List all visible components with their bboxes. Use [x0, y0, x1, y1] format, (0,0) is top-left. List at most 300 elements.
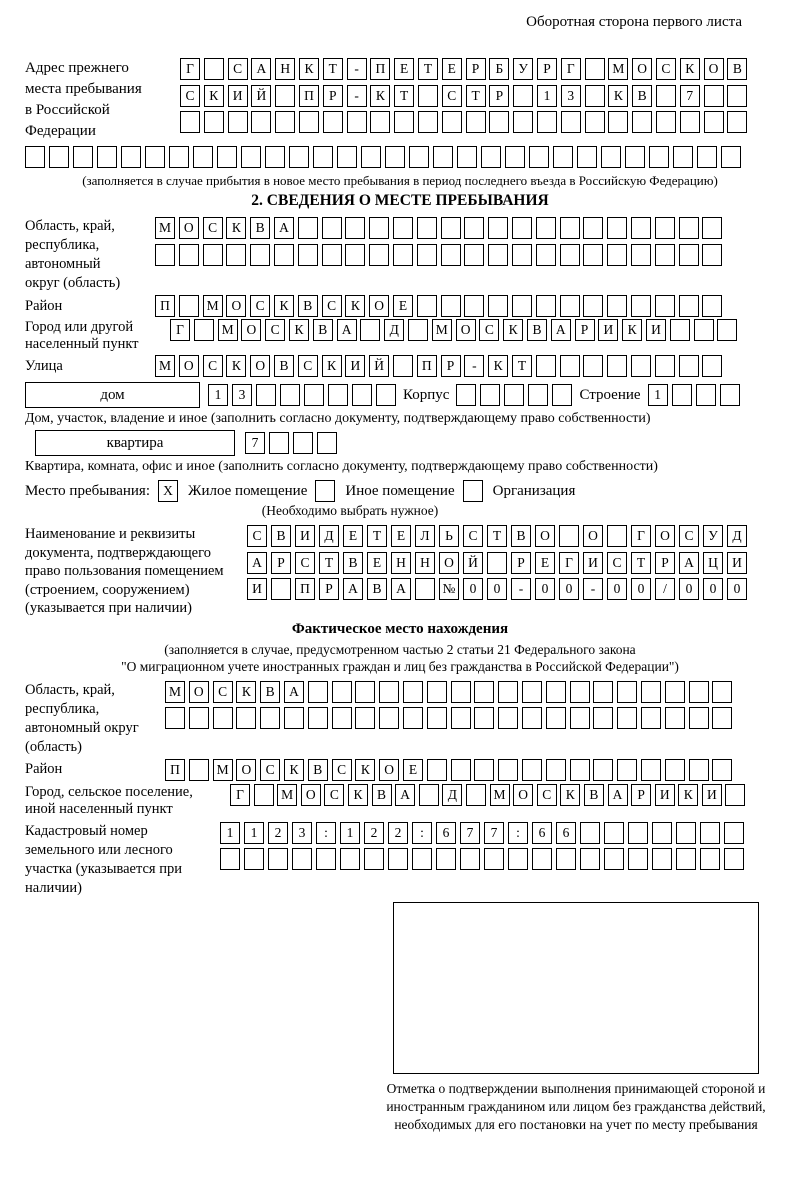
street-label: Улица — [25, 357, 63, 374]
region-row-2 — [155, 244, 722, 266]
char-cell: Г — [631, 525, 651, 547]
char-cell — [727, 111, 747, 133]
char-cell — [241, 146, 261, 168]
char-cell — [631, 355, 651, 377]
char-cell — [298, 244, 318, 266]
char-cell — [204, 111, 224, 133]
actual-region-row-2 — [165, 707, 732, 729]
street-row — [155, 355, 722, 377]
char-cell — [345, 217, 365, 239]
char-cell — [484, 848, 504, 870]
stay-type-note: (Необходимо выбрать нужное) — [261, 503, 439, 518]
document-row-3 — [247, 578, 747, 600]
char-cell — [228, 111, 248, 133]
house-caption: Дом, участок, владение и иное (заполнить согласно документу, подтверждающему право собственности) — [25, 411, 651, 426]
char-cell — [427, 707, 447, 729]
actual-district-label: Район — [25, 761, 63, 777]
char-cell — [700, 822, 720, 844]
char-cell: О — [513, 784, 533, 806]
char-cell: Н — [391, 552, 411, 574]
char-cell — [308, 681, 328, 703]
char-cell: 0 — [535, 578, 555, 600]
char-cell — [217, 146, 237, 168]
char-cell — [256, 384, 276, 406]
char-cell — [585, 85, 605, 107]
char-cell: И — [702, 784, 722, 806]
actual-region-cells — [165, 681, 732, 730]
actual-location-caption-2: "О миграционном учете иностранных граждан и лиц без гражданства в Российской Федерации") — [121, 658, 679, 674]
char-cell: С — [324, 784, 344, 806]
char-cell — [593, 759, 613, 781]
char-cell — [528, 384, 548, 406]
char-cell: Т — [512, 355, 532, 377]
char-cell: М — [218, 319, 238, 341]
char-cell: Т — [394, 85, 414, 107]
char-cell: О — [439, 552, 459, 574]
char-cell: Т — [367, 525, 387, 547]
char-cell: 0 — [463, 578, 483, 600]
char-cell — [725, 784, 745, 806]
char-cell: Р — [537, 58, 557, 80]
char-cell — [522, 707, 542, 729]
char-cell — [702, 244, 722, 266]
char-cell — [655, 355, 675, 377]
char-cell: И — [598, 319, 618, 341]
actual-region-row-1 — [165, 681, 732, 703]
char-cell — [617, 681, 637, 703]
char-cell — [649, 146, 669, 168]
char-cell — [169, 146, 189, 168]
char-cell — [631, 295, 651, 317]
char-cell: 3 — [232, 384, 252, 406]
section2-title: 2. СВЕДЕНИЯ О МЕСТЕ ПРЕБЫВАНИЯ — [251, 192, 549, 209]
actual-district-block — [25, 759, 775, 781]
korpus-label: Корпус — [403, 386, 450, 403]
char-cell — [299, 111, 319, 133]
char-cell: В — [313, 319, 333, 341]
char-cell: С — [298, 355, 318, 377]
char-cell — [512, 217, 532, 239]
char-cell: С — [250, 295, 270, 317]
char-cell: 2 — [364, 822, 384, 844]
char-cell — [724, 848, 744, 870]
actual-region-label: Область, край, республика, автономный округ (область) — [25, 681, 139, 755]
char-cell — [393, 355, 413, 377]
page-header: Оборотная сторона первого листа — [526, 14, 742, 30]
char-cell — [536, 355, 556, 377]
char-cell — [203, 244, 223, 266]
char-cell — [489, 111, 509, 133]
apartment-cells — [245, 432, 337, 454]
char-cell — [508, 848, 528, 870]
char-cell — [460, 848, 480, 870]
char-cell — [632, 111, 652, 133]
char-cell — [617, 707, 637, 729]
apartment-box: квартира — [35, 430, 235, 456]
char-cell — [393, 217, 413, 239]
char-cell: М — [155, 217, 175, 239]
document-row-2 — [247, 552, 747, 574]
actual-city-label: Город, сельское поселение, иной населенный пункт — [25, 783, 193, 817]
char-cell: Р — [655, 552, 675, 574]
checkbox-residential: X — [158, 480, 178, 502]
char-cell — [656, 85, 676, 107]
char-cell: 2 — [388, 822, 408, 844]
char-cell — [704, 85, 724, 107]
char-cell — [498, 681, 518, 703]
char-cell — [628, 822, 648, 844]
char-cell — [220, 848, 240, 870]
char-cell — [665, 759, 685, 781]
char-cell — [593, 707, 613, 729]
char-cell: 0 — [607, 578, 627, 600]
char-cell — [464, 295, 484, 317]
char-cell — [536, 295, 556, 317]
char-cell — [244, 848, 264, 870]
char-cell — [388, 848, 408, 870]
char-cell — [289, 146, 309, 168]
house-row — [25, 382, 775, 408]
char-cell — [442, 111, 462, 133]
char-cell — [522, 681, 542, 703]
char-cell — [145, 146, 165, 168]
char-cell: В — [271, 525, 291, 547]
char-cell — [724, 822, 744, 844]
char-cell — [280, 384, 300, 406]
char-cell — [583, 244, 603, 266]
char-cell — [680, 111, 700, 133]
char-cell: Р — [323, 85, 343, 107]
char-cell: К — [204, 85, 224, 107]
actual-location-title: Фактическое место нахождения — [291, 620, 509, 637]
char-cell: К — [236, 681, 256, 703]
char-cell — [417, 244, 437, 266]
char-cell — [607, 244, 627, 266]
char-cell — [433, 146, 453, 168]
char-cell: С — [295, 552, 315, 574]
char-cell — [427, 759, 447, 781]
char-cell: С — [180, 85, 200, 107]
char-cell: - — [347, 58, 367, 80]
char-cell: К — [560, 784, 580, 806]
char-cell: И — [655, 784, 675, 806]
cadastral-label: Кадастровый номер земельного или лесного участка (указывается при наличии) — [25, 822, 182, 896]
char-cell — [275, 111, 295, 133]
char-cell — [121, 146, 141, 168]
char-cell: К — [370, 85, 390, 107]
char-cell: К — [680, 58, 700, 80]
char-cell: Е — [391, 525, 411, 547]
char-cell: 7 — [680, 85, 700, 107]
char-cell: О — [632, 58, 652, 80]
apartment-caption: Квартира, комната, офис и иное (заполнить согласно документу, подтверждающему право собственности) — [25, 459, 658, 474]
char-cell — [585, 58, 605, 80]
char-cell: 1 — [220, 822, 240, 844]
char-cell — [537, 111, 557, 133]
char-cell — [451, 707, 471, 729]
district-label: Район — [25, 297, 63, 314]
char-cell: 7 — [484, 822, 504, 844]
actual-city-block — [25, 784, 775, 818]
char-cell — [512, 295, 532, 317]
char-cell: У — [513, 58, 533, 80]
char-cell — [652, 822, 672, 844]
char-cell — [474, 759, 494, 781]
char-cell — [700, 848, 720, 870]
char-cell — [689, 681, 709, 703]
char-cell: Т — [631, 552, 651, 574]
char-cell: Е — [343, 525, 363, 547]
char-cell — [604, 848, 624, 870]
char-cell — [322, 217, 342, 239]
char-cell — [607, 295, 627, 317]
char-cell: И — [646, 319, 666, 341]
char-cell — [355, 681, 375, 703]
char-cell: А — [343, 578, 363, 600]
char-cell — [480, 384, 500, 406]
char-cell — [337, 146, 357, 168]
char-cell: Г — [180, 58, 200, 80]
cadastral-block — [25, 822, 775, 898]
char-cell: А — [551, 319, 571, 341]
char-cell: О — [379, 759, 399, 781]
char-cell — [457, 146, 477, 168]
stroenie-label: Строение — [579, 386, 641, 403]
char-cell — [193, 146, 213, 168]
char-cell: - — [511, 578, 531, 600]
prev-address-label: Адрес прежнего места пребывания в Российской Федерации — [25, 60, 142, 139]
char-cell — [694, 319, 714, 341]
char-cell: В — [584, 784, 604, 806]
char-cell — [607, 525, 627, 547]
char-cell: Е — [367, 552, 387, 574]
char-cell — [474, 707, 494, 729]
char-cell — [481, 146, 501, 168]
option-organization-label: Организация — [492, 482, 576, 499]
char-cell — [702, 295, 722, 317]
char-cell — [704, 111, 724, 133]
char-cell: № — [439, 578, 459, 600]
char-cell: О — [179, 355, 199, 377]
char-cell — [269, 432, 289, 454]
char-cell: В — [250, 217, 270, 239]
stamp-area — [386, 902, 766, 1134]
char-cell — [317, 432, 337, 454]
char-cell: П — [417, 355, 437, 377]
char-cell — [689, 707, 709, 729]
char-cell: Т — [323, 58, 343, 80]
checkbox-organization — [463, 480, 483, 502]
char-cell — [466, 784, 486, 806]
cadastral-row-1 — [220, 822, 744, 844]
char-cell: 0 — [631, 578, 651, 600]
char-cell — [361, 146, 381, 168]
document-cells — [247, 525, 747, 600]
char-cell — [355, 707, 375, 729]
char-cell: В — [527, 319, 547, 341]
char-cell — [560, 244, 580, 266]
char-cell — [712, 759, 732, 781]
char-cell: П — [295, 578, 315, 600]
char-cell — [580, 822, 600, 844]
char-cell: В — [632, 85, 652, 107]
region-label: Область, край, республика, автономный округ (область) — [25, 218, 121, 291]
char-cell: 2 — [268, 822, 288, 844]
char-cell — [403, 681, 423, 703]
char-cell: Д — [384, 319, 404, 341]
char-cell — [513, 111, 533, 133]
char-cell — [308, 707, 328, 729]
char-cell — [560, 217, 580, 239]
char-cell — [417, 217, 437, 239]
char-cell — [546, 681, 566, 703]
char-cell: - — [464, 355, 484, 377]
char-cell: С — [332, 759, 352, 781]
char-cell: И — [228, 85, 248, 107]
char-cell — [155, 244, 175, 266]
char-cell: С — [247, 525, 267, 547]
region-block — [25, 217, 775, 293]
char-cell — [251, 111, 271, 133]
char-cell — [604, 822, 624, 844]
char-cell: 1 — [208, 384, 228, 406]
char-cell — [194, 319, 214, 341]
char-cell — [617, 759, 637, 781]
char-cell: А — [608, 784, 628, 806]
char-cell — [265, 146, 285, 168]
char-cell: А — [251, 58, 271, 80]
char-cell — [360, 319, 380, 341]
char-cell — [488, 244, 508, 266]
char-cell: Т — [466, 85, 486, 107]
char-cell — [689, 759, 709, 781]
district-block — [25, 295, 775, 317]
char-cell — [570, 707, 590, 729]
char-cell: Т — [418, 58, 438, 80]
char-cell — [379, 707, 399, 729]
char-cell: О — [236, 759, 256, 781]
char-cell — [570, 759, 590, 781]
char-cell — [292, 848, 312, 870]
char-cell: Д — [727, 525, 747, 547]
char-cell: А — [395, 784, 415, 806]
char-cell — [415, 578, 435, 600]
char-cell — [498, 759, 518, 781]
char-cell: М — [213, 759, 233, 781]
option-other-premises-label: Иное помещение — [345, 482, 455, 499]
char-cell — [204, 58, 224, 80]
prev-address-row-3 — [180, 111, 747, 133]
char-cell — [529, 146, 549, 168]
char-cell: И — [345, 355, 365, 377]
apartment-row — [35, 430, 775, 456]
char-cell: А — [679, 552, 699, 574]
char-cell — [577, 146, 597, 168]
char-cell — [268, 848, 288, 870]
char-cell: У — [703, 525, 723, 547]
char-cell — [504, 384, 524, 406]
char-cell: Р — [511, 552, 531, 574]
char-cell: Е — [442, 58, 462, 80]
option-residential-label: Жилое помещение — [188, 482, 308, 499]
char-cell — [655, 244, 675, 266]
char-cell: П — [155, 295, 175, 317]
char-cell: К — [355, 759, 375, 781]
char-cell: 3 — [292, 822, 312, 844]
char-cell: - — [347, 85, 367, 107]
char-cell — [451, 759, 471, 781]
char-cell: В — [367, 578, 387, 600]
char-cell: В — [372, 784, 392, 806]
char-cell — [379, 681, 399, 703]
stamp-box — [393, 902, 759, 1074]
char-cell: 1 — [648, 384, 668, 406]
cadastral-row-2 — [220, 848, 744, 870]
char-cell: Б — [489, 58, 509, 80]
char-cell — [427, 681, 447, 703]
char-cell: Е — [535, 552, 555, 574]
checkbox-other-premises — [315, 480, 335, 502]
region-row-1 — [155, 217, 722, 239]
char-cell — [369, 244, 389, 266]
char-cell — [679, 295, 699, 317]
char-cell: Т — [487, 525, 507, 547]
char-cell — [608, 111, 628, 133]
char-cell: Г — [561, 58, 581, 80]
char-cell: : — [412, 822, 432, 844]
char-cell: К — [678, 784, 698, 806]
char-cell: Д — [319, 525, 339, 547]
char-cell — [556, 848, 576, 870]
char-cell — [298, 217, 318, 239]
char-cell — [607, 355, 627, 377]
char-cell — [570, 681, 590, 703]
char-cell: О — [189, 681, 209, 703]
actual-region-block — [25, 681, 775, 757]
char-cell — [165, 707, 185, 729]
char-cell: М — [165, 681, 185, 703]
char-cell: А — [337, 319, 357, 341]
document-block — [25, 525, 775, 618]
char-cell — [409, 146, 429, 168]
char-cell: Е — [403, 759, 423, 781]
char-cell — [487, 552, 507, 574]
char-cell — [385, 146, 405, 168]
char-cell — [593, 681, 613, 703]
char-cell: С — [203, 355, 223, 377]
char-cell — [284, 707, 304, 729]
char-cell: 7 — [245, 432, 265, 454]
char-cell: С — [265, 319, 285, 341]
char-cell — [696, 384, 716, 406]
char-cell — [293, 432, 313, 454]
char-cell — [656, 111, 676, 133]
char-cell: Р — [466, 58, 486, 80]
prev-address-row-4 — [25, 146, 775, 168]
char-cell: К — [322, 355, 342, 377]
char-cell — [408, 319, 428, 341]
char-cell — [340, 848, 360, 870]
char-cell — [625, 146, 645, 168]
char-cell — [275, 85, 295, 107]
city-label: Город или другой населенный пункт — [25, 319, 139, 352]
char-cell — [419, 784, 439, 806]
char-cell — [679, 244, 699, 266]
char-cell — [641, 681, 661, 703]
char-cell: М — [608, 58, 628, 80]
char-cell: Е — [393, 295, 413, 317]
prev-address-row-1 — [180, 58, 747, 80]
